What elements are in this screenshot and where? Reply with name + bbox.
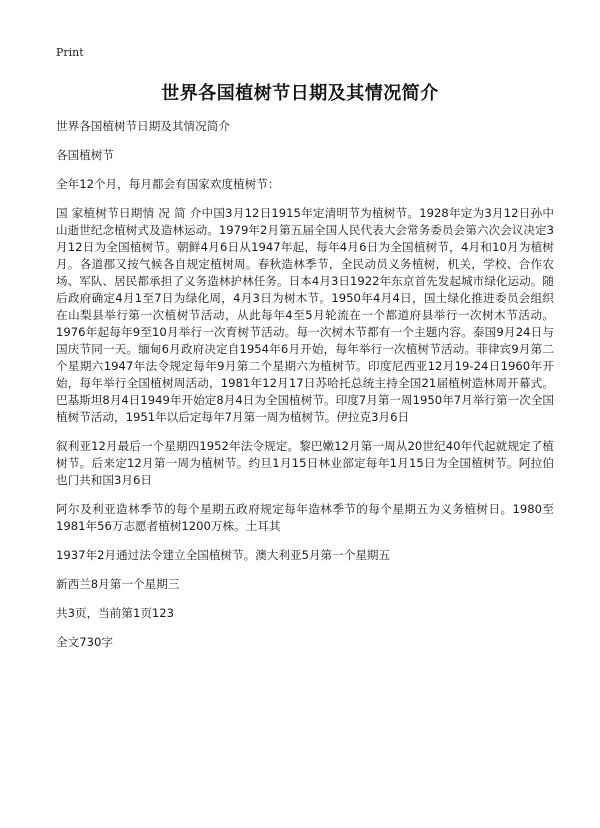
intro-paragraph: 全年12个月，每月都会有国家欢度植树节： xyxy=(56,177,280,191)
word-count-text: 全文730字 xyxy=(56,635,113,649)
body-paragraph-new-zealand: 新西兰8月第一个星期三 xyxy=(56,577,180,591)
print-link[interactable]: Print xyxy=(56,46,84,59)
body-paragraph-turkey: 1937年2月通过法令建立全国植树节。澳大利亚5月第一个星期五 xyxy=(56,548,391,562)
body-paragraph-middle-east: 叙利亚12月最后一个星期四1952年法令规定。黎巴嫩12月第一周从20世纪40年代起就规定了植树节。后来定12月第一周为植树节。约旦1月15日林业部定每年1月15日为全国植树节。阿拉伯也门共和国3月6日 xyxy=(56,439,554,487)
body-paragraph-main: 国 家植树节日期情 况 简 介中国3月12日1915年定清明节为植树节。1928年定为3月12日孙中山逝世纪念植树式及造林运动。1979年2月第五届全国人民代表大会常务委员会第六次会议决定3月12日为全国植树节。朝鲜4月6日从1947年起，每年4月6日为全国植树节，4月和10月为植树月。各道郡又按气候各自规定植树周。春秋造林季节，全民动员义务植树，机关，学校、合作农场、军队、居民都承担了义务造林护林任务。日本4月3日1922年东京首先发起城市绿化运动。随后政府确定4月1至7日为绿化周，4月3日为树木节。1950年4月4日，国土绿化推进委员会组织在山梨县举行第一次植树节活动，从此每年4至5月轮流在一个都道府县举行一次树木节活动。1976年起每年9至10月举行一次育树节活动。每一次树木节都有一个主题内容。泰国9月24日与国庆节同一天。缅甸6月政府决定自1954年6月开始，每年举行一次植树节活动。菲律宾9月第二个星期六1947年法令规定每年9月第二个星期六为植树节。印度尼西亚12月19-24日1960年开始，每年举行全国植树周活动，1981年12月17日苏哈托总统主持全国21届植树造林周开幕式。巴基斯坦8月4日1949年开始定8月4日为全国植树节。印度7月第一周1950年7月举行第一次全国植树节活动，1951年以后定每年7月第一周为植树节。伊拉克3月6日 xyxy=(56,206,554,424)
subtitle-paragraph: 世界各国植树节日期及其情况简介 xyxy=(56,119,230,133)
pagination-text: 共3页，当前第1页123 xyxy=(56,606,175,620)
article-body xyxy=(56,118,554,663)
section-heading-paragraph: 各国植树节 xyxy=(56,148,114,162)
body-paragraph-algeria: 阿尔及利亚造林季节的每个星期五政府规定每年造林季节的每个星期五为义务植树日。1980至1981年56万志愿者植树1200万株。土耳其 xyxy=(56,502,554,533)
page-title: 世界各国植树节日期及其情况简介 xyxy=(161,83,439,104)
